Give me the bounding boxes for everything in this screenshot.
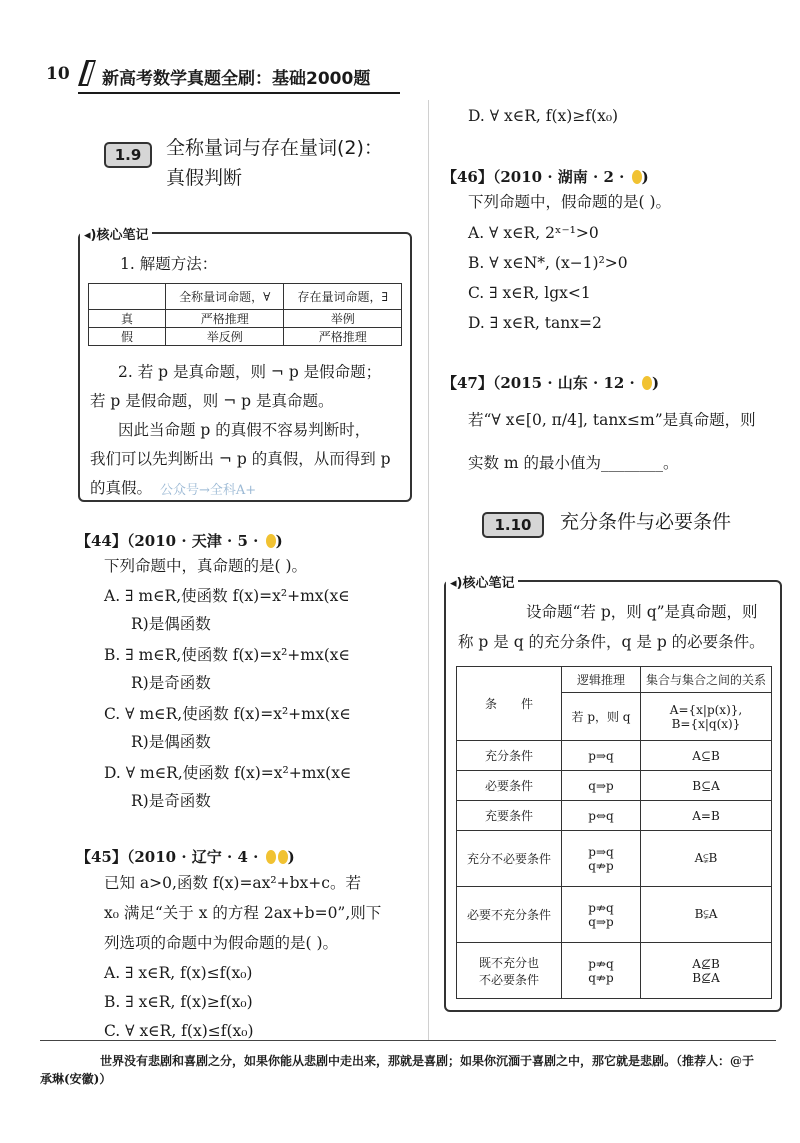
option-d-line2: R)是奇函数 (131, 792, 211, 810)
footer-quote: 世界没有悲剧和喜剧之分，如果你能从悲剧中走出来，那就是喜剧；如果你沉湎于喜剧之中，那它就是悲剧。（推荐人：@于 承琳(安徽)） (40, 1054, 755, 1086)
question-45-stem-line2: x₀ 满足“关于 x 的方程 2ax+b=0”,则下 (104, 904, 382, 922)
option-b-line2: R)是奇函数 (131, 674, 211, 692)
note-item-2-line2: 若 p 是假命题，则 ¬ p 是真命题。 (90, 392, 334, 410)
note-item-2-line1: 2. 若 p 是真命题，则 ¬ p 是假命题； (118, 363, 382, 381)
table-cell: 严格推理 (284, 328, 402, 346)
option-d-line1: D. ∀ m∈R,使函数 f(x)=x²+mx(x∈ (104, 764, 352, 782)
table-cell: A⫋B (641, 831, 772, 887)
table-cell: A⊈B B⊈A (641, 943, 772, 999)
note-para-line2: 称 p 是 q 的充分条件，q 是 p 的必要条件。 (458, 633, 765, 651)
table-cell: 必要条件 (457, 771, 562, 801)
option-d: D. ∃ x∈R, tanx=2 (468, 314, 602, 332)
table-cell: 真 (89, 310, 166, 328)
question-45-label: 【45】（2010 · 辽宁 · 4 · ) (76, 848, 295, 866)
page-number: 10 (46, 64, 70, 84)
table-cell: 严格推理 (166, 310, 284, 328)
core-note-label: 核心笔记 (462, 576, 515, 591)
option-d: D. ∀ x∈R, f(x)≥f(x₀) (468, 107, 619, 125)
header-slash-icon (78, 60, 96, 86)
option-a-line2: R)是偶函数 (131, 615, 211, 633)
core-note-tab (80, 224, 152, 243)
question-46-label: 【46】（2010 · 湖南 · 2 · ) (442, 168, 649, 186)
option-a: A. ∀ x∈R, 2ˣ⁻¹>0 (468, 224, 599, 242)
option-c: C. ∃ x∈R, lgx<1 (468, 284, 591, 302)
table-cell: 充要条件 (457, 801, 562, 831)
speaker-icon: ◂) (84, 228, 97, 243)
table-cell: 充分不必要条件 (457, 831, 562, 887)
difficulty-icon (642, 376, 652, 390)
table-cell: p⇔q (562, 801, 641, 831)
quantifier-table (88, 283, 402, 346)
option-b: B. ∀ x∈N*, (x−1)²>0 (468, 254, 628, 272)
table-cell: p⇒q q⇏p (562, 831, 641, 887)
table-cell: 若 p，则 q (562, 693, 641, 741)
question-47-label: 【47】（2015 · 山东 · 12 · ) (442, 374, 660, 392)
table-header-cell (89, 284, 166, 310)
option-c-line2: R)是偶函数 (131, 733, 211, 751)
book-title: 新高考数学真题全刷：基础2000题 (102, 69, 371, 89)
table-cell: 既不充分也 不必要条件 (457, 943, 562, 999)
difficulty-icon (278, 850, 288, 864)
option-b-line1: B. ∃ m∈R,使函数 f(x)=x²+mx(x∈ (104, 646, 350, 664)
question-44-label: 【44】（2010 · 天津 · 5 · ) (76, 532, 283, 550)
table-cell: 假 (89, 328, 166, 346)
option-c: C. ∀ x∈R, f(x)≤f(x₀) (104, 1022, 254, 1040)
section-number-box: 1.9 (104, 142, 152, 168)
footer-rule (40, 1040, 776, 1041)
question-47-line2: 实数 m 的最小值为________。 (468, 454, 679, 472)
note-para-line3: 的真假。 (90, 479, 153, 497)
core-note-label: 核心笔记 (96, 228, 149, 243)
table-cell: 充分条件 (457, 741, 562, 771)
table-cell: 举例 (284, 310, 402, 328)
option-a: A. ∃ x∈R, f(x)≤f(x₀) (104, 964, 253, 982)
table-cell: 必要不充分条件 (457, 887, 562, 943)
table-cell: q⇒p (562, 771, 641, 801)
note-para-line1: 因此当命题 p 的真假不容易判断时， (118, 421, 371, 439)
option-a-line1: A. ∃ m∈R,使函数 f(x)=x²+mx(x∈ (104, 587, 350, 605)
option-c-line1: C. ∀ m∈R,使函数 f(x)=x²+mx(x∈ (104, 705, 351, 723)
table-cell: A⊆B (641, 741, 772, 771)
core-note-tab (446, 572, 518, 591)
table-cell: B⫋A (641, 887, 772, 943)
section-title-line1: 全称量词与存在量词(2)： (166, 137, 383, 159)
question-46-stem: 下列命题中，假命题的是( )。 (468, 193, 672, 211)
table-cell: B⊆A (641, 771, 772, 801)
header-rule (78, 92, 400, 94)
difficulty-icon (266, 534, 276, 548)
note-para-line2: 我们可以先判断出 ¬ p 的真假，从而得到 p (90, 450, 391, 468)
watermark: 公众号→全科A+ (160, 483, 257, 498)
table-cell: A={x|p(x)}, B={x|q(x)} (641, 693, 772, 741)
table-header-cell: 集合与集合之间的关系 (641, 667, 772, 693)
table-cell: 条 件 (457, 667, 562, 741)
table-cell: A=B (641, 801, 772, 831)
question-45-stem-line3: 列选项的命题中为假命题的是( )。 (104, 934, 339, 952)
section-title-line2: 真假判断 (166, 167, 243, 189)
speaker-icon: ◂) (450, 576, 463, 591)
difficulty-icon (266, 850, 276, 864)
section-number-box: 1.10 (482, 512, 544, 538)
note-item-1: 1. 解题方法： (120, 255, 218, 273)
column-divider (428, 100, 429, 1040)
question-47-line1: 若“∀ x∈[0, π/4], tanx≤m”是真命题，则 (468, 411, 756, 429)
table-cell: 举反例 (166, 328, 284, 346)
section-title: 充分条件与必要条件 (560, 511, 732, 533)
table-cell: p⇏q q⇒p (562, 887, 641, 943)
option-b: B. ∃ x∈R, f(x)≥f(x₀) (104, 993, 253, 1011)
question-44-stem: 下列命题中，真命题的是( )。 (104, 557, 308, 575)
table-cell: p⇒q (562, 741, 641, 771)
table-header-cell: 全称量词命题，∀ (166, 284, 284, 310)
question-45-stem-line1: 已知 a>0,函数 f(x)=ax²+bx+c。若 (104, 874, 361, 892)
conditions-table (456, 666, 772, 999)
table-header-cell: 存在量词命题，∃ (284, 284, 402, 310)
difficulty-icon (632, 170, 642, 184)
note-para-line1: 设命题“若 p，则 q”是真命题，则 (526, 603, 758, 621)
table-cell: p⇏q q⇏p (562, 943, 641, 999)
table-header-cell: 逻辑推理 (562, 667, 641, 693)
